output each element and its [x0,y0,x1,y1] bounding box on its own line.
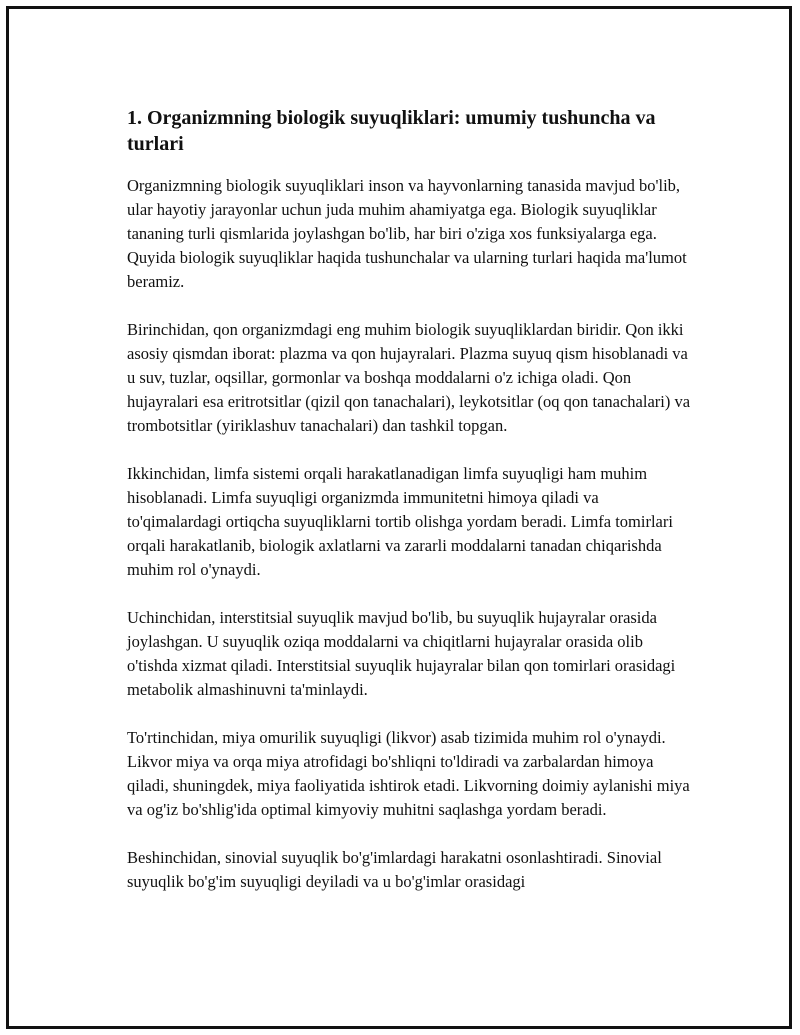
page-frame [6,6,792,1029]
paragraph-intro: Organizmning biologik suyuqliklari inson va hayvonlarning tanasida mavjud bo'lib, ular hayotiy jarayonlar uchun juda muhim ahamiyatga ega. Biologik suyuqliklar tananing turli qismlarida joylashgan bo'lib, har biri o'ziga xos funksiyalarga ega. Quyida biologik suyuqliklar haqida tushunchalar va ularning turlari haqida ma'lumot beramiz. [127,176,687,291]
paragraph-blood: Birinchidan, qon organizmdagi eng muhim biologik suyuqliklardan biridir. Qon ikki asosiy qismdan iborat: plazma va qon hujayralari. Plazma suyuq qism hisoblanadi va u suv, tuzlar, oqsillar, gormonlar va boshqa moddalarni o'z ichiga oladi. Qon hujayralari esa eritrotsitlar (qizil qon tanachalari), leykotsitlar (oq qon tanachalari) va trombotsitlar (yiriklashuv tanachalari) dan tashkil topgan. [127,320,691,435]
paragraph-interstitial: Uchinchidan, interstitsial suyuqlik mavjud bo'lib, bu suyuqlik hujayralar orasida joylashgan. U suyuqlik oziqa moddalarni va chiqitlarni hujayralar orasida olib o'tishda xizmat qiladi. Interstitsial suyuqlik hujayralar bilan qon tomirlari orasidagi metabolik almashinuvni ta'minlaydi. [127,608,676,699]
paragraph-synovial: Beshinchidan, sinovial suyuqlik bo'g'imlardagi harakatni osonlashtiradi. Sinovial suyuqlik bo'g'im suyuqligi deyiladi va u bo'g'imlar orasidagi [127,848,662,891]
document-body [127,105,697,918]
paragraph-lymph: Ikkinchidan, limfa sistemi orqali harakatlanadigan limfa suyuqligi ham muhim hisoblanadi. Limfa suyuqligi organizmda immunitetni himoya qiladi va to'qimalardagi ortiqcha suyuqliklarni tortib olishga yordam beradi. Limfa tomirlari orqali harakatlanib, biologik axlatlarni va zararli moddalarni tanadan chiqarishda muhim rol o'ynaydi. [127,464,673,579]
paragraph-cerebrospinal: To'rtinchidan, miya omurilik suyuqligi (likvor) asab tizimida muhim rol o'ynaydi. Likvor miya va orqa miya atrofidagi bo'shliqni to'ldiradi va zarbalardan himoya qiladi, shuningdek, miya faoliyatida ishtirok etadi. Likvorning doimiy aylanishi miya va og'iz bo'shlig'ida optimal kimyoviy muhitni saqlashga yordam beradi. [127,728,690,819]
section-heading: 1. Organizmning biologik suyuqliklari: umumiy tushuncha va turlari [127,107,656,155]
